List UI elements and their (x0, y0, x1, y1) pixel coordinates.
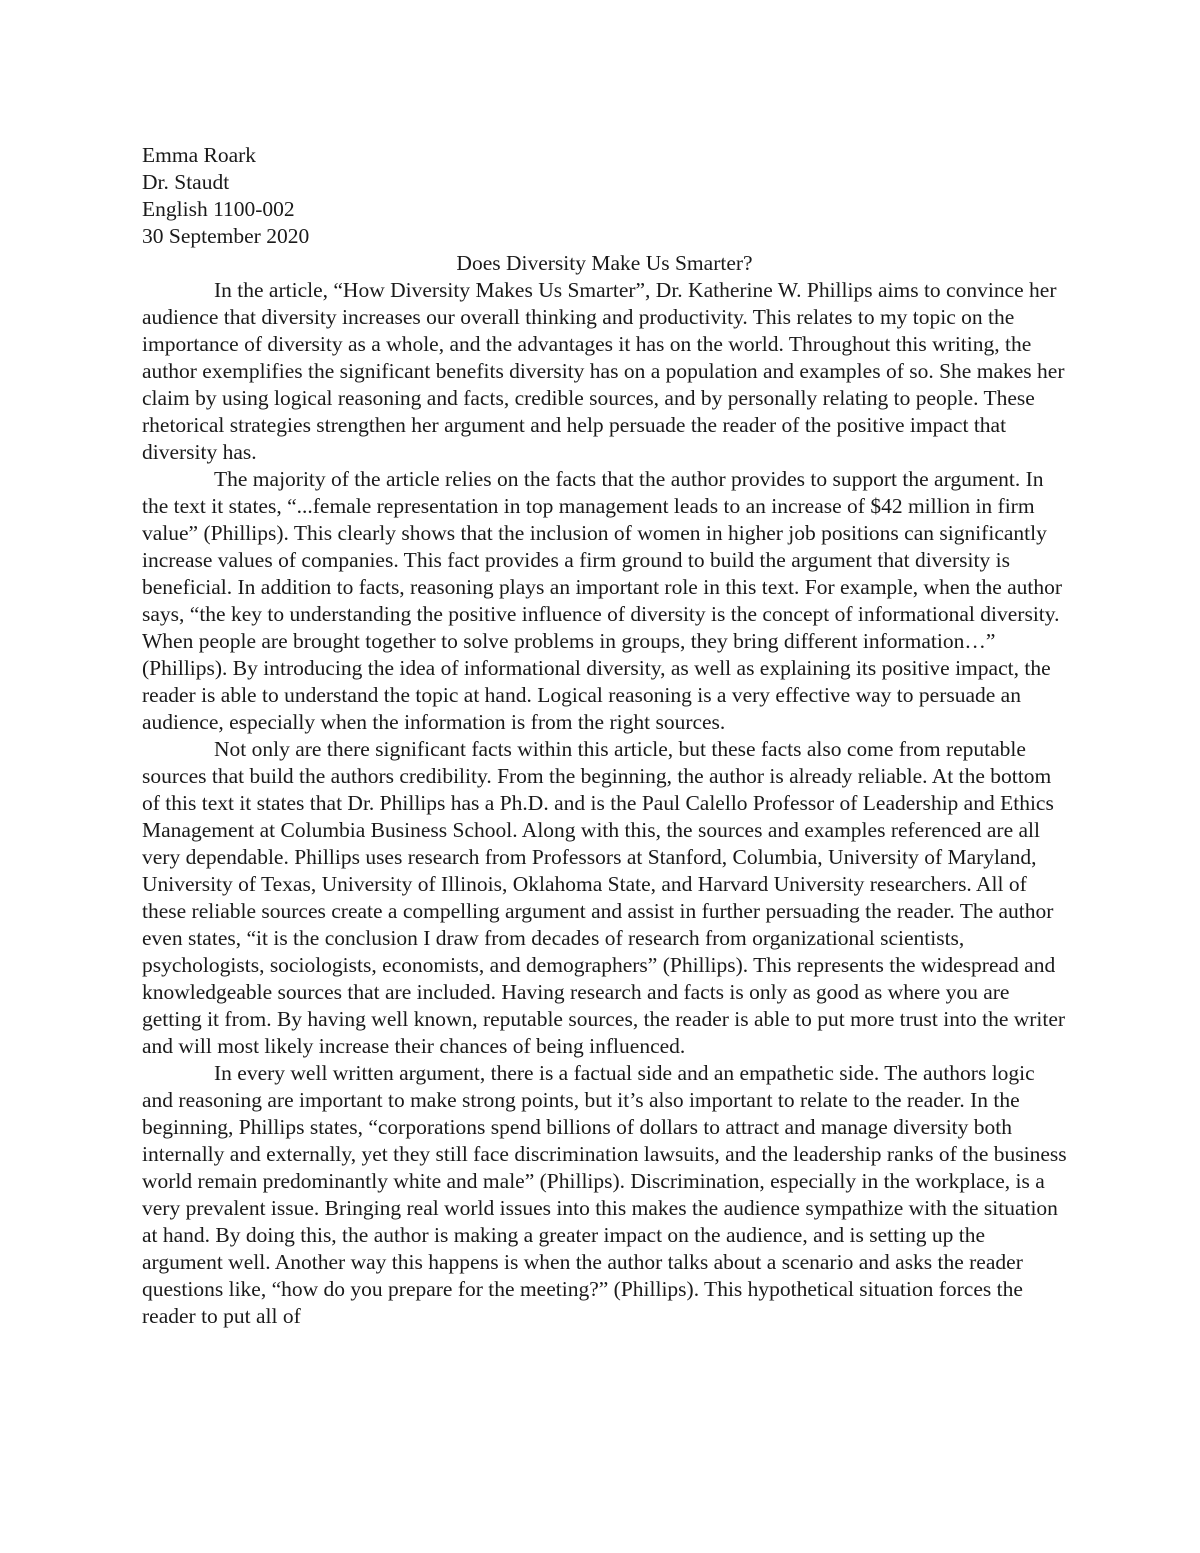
paragraph-2: The majority of the article relies on the facts that the author provides to support the argument. In the text it states, “...female representation in top management leads to an increase of $42 million in firm value” (Phillips). This clearly shows that the inclusion of women in higher job positions can significantly increase values of companies. This fact provides a firm ground to build the argument that diversity is beneficial. In addition to facts, reasoning plays an important role in this text. For example, when the author says, “the key to understanding the positive influence of diversity is the concept of informational diversity. When people are brought together to solve problems in groups, they bring different information…” (Phillips). By introducing the idea of informational diversity, as well as explaining its positive impact, the reader is able to understand the topic at hand. Logical reasoning is a very effective way to persuade an audience, especially when the information is from the right sources. (142, 467, 1063, 734)
paragraph-3: Not only are there significant facts within this article, but these facts also come from reputable sources that build the authors credibility. From the beginning, the author is already reliable. At the bottom of this text it states that Dr. Phillips has a Ph.D. and is the Paul Calello Professor of Leadership and Ethics Management at Columbia Business School. Along with this, the sources and examples referenced are all very dependable. Phillips uses research from Professors at Stanford, Columbia, University of Maryland, University of Texas, University of Illinois, Oklahoma State, and Harvard University researchers. All of these reliable sources create a compelling argument and assist in further persuading the reader. The author even states, “it is the conclusion I draw from decades of research from organizational scientists, psychologists, sociologists, economists, and demographers” (Phillips). This represents the widespread and knowledgeable sources that are included. Having research and facts is only as good as where you are getting it from. By having well known, reputable sources, the reader is able to put more trust into the writer and will most likely increase their chances of being influenced. (142, 737, 1066, 1058)
instructor-name: Dr. Staudt (142, 170, 230, 194)
paragraph-4: In every well written argument, there is a factual side and an empathetic side. The authors logic and reasoning are important to make strong points, but it’s also important to relate to the reader. In the beginning, Phillips states, “corporations spend billions of dollars to attract and manage diversity both internally and externally, yet they still face discrimination lawsuits, and the leadership ranks of the business world remain predominantly white and male” (Phillips). Discrimination, especially in the workplace, is a very prevalent issue. Bringing real world issues into this makes the audience sympathize with the situation at hand. By doing this, the author is making a greater impact on the audience, and is setting up the argument well. Another way this happens is when the author talks about a scenario and asks the reader questions like, “how do you prepare for the meeting?” (Phillips). This hypothetical situation forces the reader to put all of (142, 1061, 1067, 1328)
author-name: Emma Roark (142, 143, 257, 167)
essay-date: 30 September 2020 (142, 224, 310, 248)
essay-title: Does Diversity Make Us Smarter? (456, 251, 753, 275)
course-name: English 1100-002 (142, 197, 295, 221)
paragraph-1: In the article, “How Diversity Makes Us Smarter”, Dr. Katherine W. Phillips aims to convince her audience that diversity increases our overall thinking and productivity. This relates to my topic on the importance of diversity as a whole, and the advantages it has on the world. Throughout this writing, the author exemplifies the significant benefits diversity has on a population and examples of so. She makes her claim by using logical reasoning and facts, credible sources, and by personally relating to people. These rhetorical strategies strengthen her argument and help persuade the reader of the positive impact that diversity has. (142, 278, 1065, 464)
essay-body (142, 142, 1067, 1330)
